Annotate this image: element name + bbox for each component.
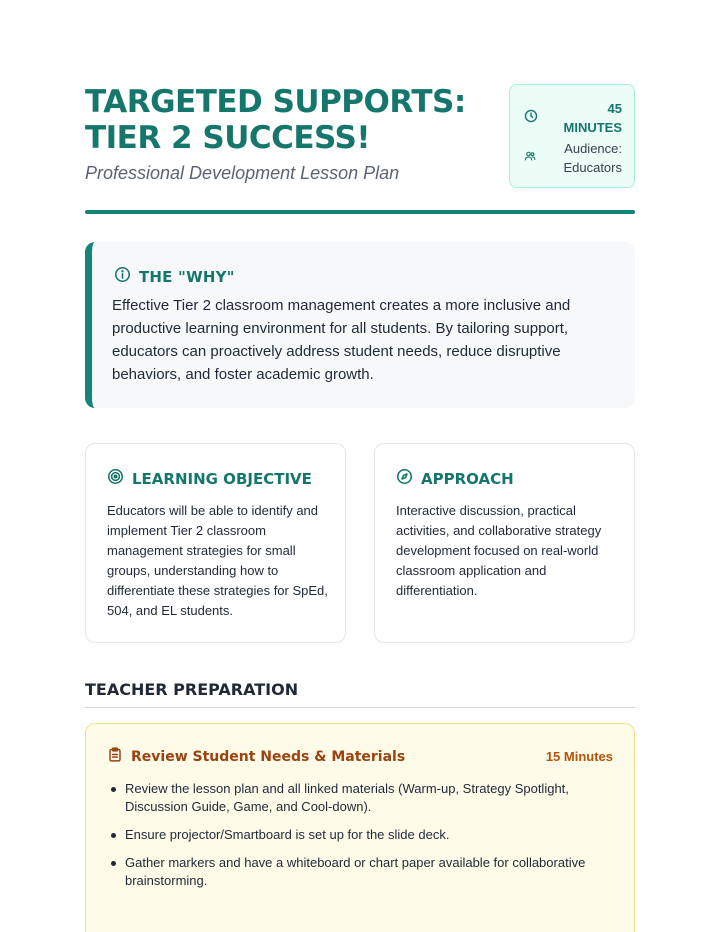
why-heading	[114, 266, 235, 288]
list-item: Ensure projector/Smartboard is set up for the slide deck.	[108, 826, 598, 844]
header-divider	[85, 210, 635, 214]
target-icon	[107, 468, 124, 490]
approach-body: Interactive discussion, practical activities, and collaborative strategy development focused on real-world classroom application and differentiation.	[396, 503, 602, 598]
teacher-preparation-heading: TEACHER PREPARATION	[85, 680, 299, 699]
compass-icon	[396, 468, 413, 490]
section-rule	[85, 707, 635, 708]
why-title: THE "WHY"	[139, 268, 235, 286]
prep-time: 15 Minutes	[545, 749, 613, 764]
list-item: Review the lesson plan and all linked materials (Warm-up, Strategy Spotlight, Discussion Guide, Game, and Cool-down).	[108, 780, 598, 816]
why-body: Effective Tier 2 classroom management creates a more inclusive and productive learning environment for all students. By tailoring support, educators can proactively address student needs, reduce disruptive behaviors, and foster academic growth.	[112, 297, 571, 383]
info-icon	[114, 266, 131, 288]
prep-card	[85, 723, 635, 932]
approach-title: APPROACH	[421, 470, 514, 488]
page-subtitle: Professional Development Lesson Plan	[85, 163, 400, 183]
why-card	[85, 242, 635, 408]
objective-heading	[107, 468, 312, 490]
list-item: Gather markers and have a whiteboard or chart paper available for collaborative brainstorming.	[108, 854, 598, 890]
objective-title: LEARNING OBJECTIVE	[132, 470, 312, 488]
objective-card	[85, 443, 346, 643]
clipboard-icon	[107, 746, 123, 768]
audience-text: Audience: Educators	[563, 141, 622, 175]
prep-heading	[107, 746, 405, 768]
clock-icon	[524, 109, 538, 128]
users-icon	[524, 149, 536, 167]
duration-text: 45 MINUTES	[563, 101, 622, 135]
objective-body: Educators will be able to identify and implement Tier 2 classroom management strategies for small groups, understanding how to differentiate these strategies for SpEd, 504, and EL students.	[107, 503, 328, 618]
meta-box	[509, 84, 635, 188]
header	[85, 84, 635, 194]
prep-list	[108, 780, 598, 900]
approach-card	[374, 443, 635, 643]
approach-heading	[396, 468, 514, 490]
prep-title: Review Student Needs & Materials	[131, 749, 406, 765]
page-title: TARGETED SUPPORTS: TIER 2 SUCCESS!	[85, 84, 466, 156]
